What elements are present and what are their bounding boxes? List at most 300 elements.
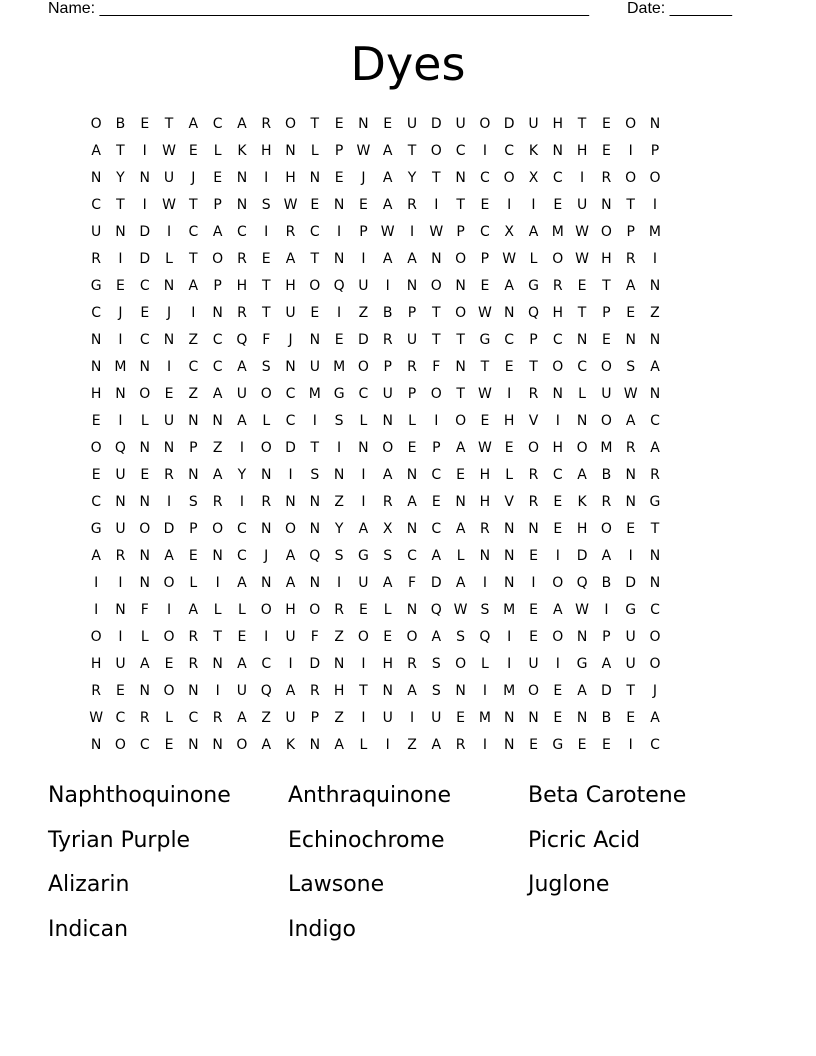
grid-letter: E xyxy=(91,467,101,483)
grid-letter: R xyxy=(455,737,466,753)
grid-letter: T xyxy=(577,116,587,132)
grid-letter: C xyxy=(650,413,660,429)
grid-letter: J xyxy=(118,305,123,321)
grid-letter: R xyxy=(528,467,539,483)
grid-letter: N xyxy=(309,521,321,537)
grid-letter: I xyxy=(264,170,269,186)
grid-letter: N xyxy=(260,467,272,483)
grid-letter: P xyxy=(189,521,198,537)
grid-letter: I xyxy=(507,656,512,672)
grid-letter: H xyxy=(576,521,588,537)
grid-letter: H xyxy=(285,602,296,618)
grid-letter: A xyxy=(382,251,393,267)
grid-letter: D xyxy=(163,521,175,537)
grid-letter: N xyxy=(406,521,418,537)
grid-letter: E xyxy=(310,305,320,321)
page-title: Dyes xyxy=(350,37,466,91)
grid-letter: E xyxy=(553,521,563,537)
grid-letter: W xyxy=(477,386,492,402)
grid-letter: I xyxy=(239,494,244,510)
grid-letter: G xyxy=(552,737,564,753)
grid-letter: N xyxy=(431,251,442,267)
grid-letter: E xyxy=(601,116,611,132)
grid-letter: A xyxy=(188,278,199,294)
grid-letter: D xyxy=(358,332,369,348)
grid-letter: C xyxy=(285,386,296,402)
grid-letter: N xyxy=(163,440,175,456)
grid-letter: S xyxy=(261,197,271,213)
grid-letter: B xyxy=(601,710,612,726)
grid-letter: C xyxy=(309,224,320,240)
grid-letter: N xyxy=(285,359,296,375)
grid-letter: G xyxy=(576,656,588,672)
grid-row xyxy=(84,327,667,354)
grid-letter: L xyxy=(262,413,271,429)
grid-letter: A xyxy=(285,683,296,699)
grid-letter: I xyxy=(239,440,244,456)
grid-letter: D xyxy=(139,251,151,267)
grid-letter: C xyxy=(139,278,150,294)
grid-letter: C xyxy=(139,737,150,753)
grid-letter: A xyxy=(382,197,393,213)
grid-letter: E xyxy=(553,683,563,699)
grid-letter: I xyxy=(191,305,196,321)
grid-letter: O xyxy=(114,737,126,753)
grid-letter: I xyxy=(142,143,147,159)
grid-letter: N xyxy=(163,278,175,294)
grid-letter: N xyxy=(90,170,102,186)
grid-letter: M xyxy=(114,359,127,375)
grid-letter: A xyxy=(650,359,660,375)
grid-letter: C xyxy=(91,197,102,213)
grid-letter: O xyxy=(90,440,102,456)
grid-letter: N xyxy=(212,305,223,321)
grid-letter: A xyxy=(212,224,223,240)
grid-letter: N xyxy=(503,548,515,564)
grid-letter: S xyxy=(383,548,393,564)
grid-letter: E xyxy=(626,521,636,537)
grid-letter: U xyxy=(309,359,320,375)
grid-letter: N xyxy=(188,413,199,429)
grid-letter: N xyxy=(625,467,636,483)
grid-letter: I xyxy=(482,143,487,159)
grid-letter: Z xyxy=(407,737,417,753)
grid-letter: N xyxy=(406,467,418,483)
grid-letter: O xyxy=(357,359,369,375)
grid-letter: O xyxy=(212,521,224,537)
grid-letter: I xyxy=(482,683,487,699)
grid-letter: O xyxy=(576,440,588,456)
grid-letter: N xyxy=(625,332,636,348)
grid-letter: I xyxy=(507,629,512,645)
grid-letter: I xyxy=(385,278,390,294)
grid-letter: A xyxy=(382,170,393,186)
grid-letter: C xyxy=(188,359,199,375)
grid-letter: W xyxy=(502,251,517,267)
grid-letter: U xyxy=(576,197,588,213)
grid-letter: W xyxy=(429,224,444,240)
grid-letter: T xyxy=(310,116,320,132)
grid-letter: B xyxy=(115,116,126,132)
grid-letter: O xyxy=(600,413,612,429)
grid-letter: R xyxy=(552,278,563,294)
grid-letter: L xyxy=(213,602,222,618)
grid-letter: U xyxy=(285,710,296,726)
grid-letter: N xyxy=(115,224,126,240)
grid-letter: E xyxy=(553,197,563,213)
grid-letter: C xyxy=(552,467,563,483)
grid-letter: O xyxy=(163,575,175,591)
grid-letter: A xyxy=(237,710,247,726)
grid-letter: T xyxy=(359,683,368,699)
grid-letter: L xyxy=(529,251,538,267)
grid-letter: I xyxy=(482,737,487,753)
grid-letter: N xyxy=(503,575,515,591)
grid-letter: I xyxy=(555,548,560,564)
grid-letter: I xyxy=(507,197,512,213)
grid-letter: R xyxy=(601,170,612,186)
grid-letter: I xyxy=(409,224,415,240)
grid-letter: O xyxy=(285,116,297,132)
grid-letter: C xyxy=(91,305,102,321)
grid-letter: I xyxy=(94,575,99,591)
grid-letter: P xyxy=(383,359,392,375)
grid-letter: E xyxy=(164,737,174,753)
grid-letter: A xyxy=(382,575,393,591)
grid-row xyxy=(84,192,667,219)
grid-letter: N xyxy=(115,386,126,402)
grid-row xyxy=(84,138,667,165)
grid-letter: N xyxy=(503,737,515,753)
grid-letter: Z xyxy=(334,629,344,645)
grid-letter: N xyxy=(163,332,175,348)
grid-letter: R xyxy=(261,116,272,132)
grid-letter: A xyxy=(91,143,101,159)
grid-letter: N xyxy=(528,710,539,726)
grid-letter: T xyxy=(310,440,320,456)
grid-letter: O xyxy=(625,116,637,132)
grid-letter: L xyxy=(140,413,149,429)
grid-letter: W xyxy=(162,143,176,159)
grid-letter: I xyxy=(531,197,536,213)
grid-letter: E xyxy=(213,170,223,186)
grid-letter: G xyxy=(528,278,539,294)
grid-letter: V xyxy=(504,494,514,510)
grid-letter: O xyxy=(503,170,515,186)
grid-letter: Q xyxy=(236,332,248,348)
grid-letter: Q xyxy=(309,548,321,564)
grid-letter: D xyxy=(600,683,612,699)
grid-letter: W xyxy=(356,143,371,159)
grid-letter: R xyxy=(237,251,247,267)
grid-letter: R xyxy=(382,494,393,510)
grid-letter: L xyxy=(505,467,514,483)
grid-letter: I xyxy=(628,737,633,753)
grid-letter: E xyxy=(310,197,320,213)
grid-letter: E xyxy=(383,629,393,645)
grid-letter: O xyxy=(552,251,564,267)
grid-letter: N xyxy=(212,737,223,753)
grid-letter: E xyxy=(601,737,611,753)
grid-letter: H xyxy=(479,494,491,510)
grid-letter: K xyxy=(577,494,587,510)
grid-letter: W xyxy=(283,197,298,213)
grid-letter: O xyxy=(90,629,102,645)
grid-letter: H xyxy=(285,170,296,186)
grid-letter: A xyxy=(334,737,344,753)
grid-letter: M xyxy=(648,224,662,240)
grid-letter: D xyxy=(430,575,442,591)
grid-letter: D xyxy=(503,116,515,132)
grid-letter: E xyxy=(480,413,490,429)
grid-letter: L xyxy=(359,413,368,429)
grid-letter: S xyxy=(431,683,441,699)
grid-letter: N xyxy=(455,359,466,375)
grid-letter: O xyxy=(552,575,564,591)
grid-letter: C xyxy=(407,548,417,564)
grid-letter: T xyxy=(650,521,660,537)
grid-row xyxy=(84,597,667,624)
grid-letter: I xyxy=(337,305,342,321)
grid-letter: U xyxy=(358,278,369,294)
grid-letter: P xyxy=(407,305,417,321)
grid-letter: E xyxy=(529,548,538,564)
grid-letter: E xyxy=(358,602,368,618)
grid-letter: W xyxy=(89,710,104,726)
grid-letter: E xyxy=(358,197,368,213)
grid-letter: R xyxy=(650,467,660,483)
grid-letter: O xyxy=(649,629,661,645)
grid-letter: A xyxy=(188,602,199,618)
grid-letter: N xyxy=(333,197,345,213)
grid-letter: I xyxy=(118,413,123,429)
grid-letter: X xyxy=(504,224,514,240)
grid-letter: A xyxy=(625,413,636,429)
grid-letter: Q xyxy=(260,683,272,699)
grid-letter: E xyxy=(456,710,466,726)
grid-letter: O xyxy=(600,521,612,537)
grid-letter: U xyxy=(406,116,418,132)
grid-letter: T xyxy=(407,143,417,159)
grid-letter: E xyxy=(334,116,344,132)
grid-letter: N xyxy=(649,386,661,402)
grid-letter: N xyxy=(188,737,199,753)
grid-letter: C xyxy=(504,332,515,348)
grid-letter: T xyxy=(432,305,441,321)
grid-letter: A xyxy=(212,386,223,402)
grid-letter: R xyxy=(237,305,247,321)
grid-letter: Z xyxy=(188,386,199,402)
grid-letter: Q xyxy=(576,575,588,591)
grid-row xyxy=(84,651,667,678)
grid-letter: C xyxy=(285,413,296,429)
grid-letter: A xyxy=(237,575,247,591)
word-list-item: Beta Carotene xyxy=(528,783,687,808)
grid-letter: O xyxy=(455,251,467,267)
grid-letter: Y xyxy=(407,170,417,186)
grid-letter: J xyxy=(652,683,658,699)
grid-letter: C xyxy=(552,332,563,348)
grid-letter: N xyxy=(552,386,564,402)
grid-letter: O xyxy=(455,305,467,321)
grid-letter: N xyxy=(309,494,321,510)
grid-letter: N xyxy=(309,332,321,348)
grid-letter: O xyxy=(455,656,467,672)
grid-letter: Q xyxy=(479,629,491,645)
grid-letter: C xyxy=(431,467,442,483)
grid-letter: N xyxy=(576,629,588,645)
grid-letter: A xyxy=(431,737,442,753)
grid-letter: C xyxy=(115,710,126,726)
grid-letter: N xyxy=(285,494,296,510)
grid-letter: O xyxy=(527,440,539,456)
grid-letter: H xyxy=(382,656,393,672)
grid-letter: P xyxy=(334,143,344,159)
grid-row xyxy=(84,273,667,300)
grid-letter: T xyxy=(189,251,198,267)
grid-letter: P xyxy=(213,197,222,213)
grid-letter: N xyxy=(503,710,515,726)
grid-letter: S xyxy=(334,548,344,564)
grid-letter: R xyxy=(407,359,417,375)
grid-letter: O xyxy=(309,278,321,294)
grid-letter: Y xyxy=(116,170,125,186)
grid-letter: E xyxy=(383,116,393,132)
word-list-item: Echinochrome xyxy=(288,827,445,853)
grid-letter: U xyxy=(236,386,248,402)
grid-letter: T xyxy=(432,332,441,348)
grid-letter: N xyxy=(649,548,661,564)
grid-letter: G xyxy=(90,278,102,294)
grid-letter: L xyxy=(238,602,246,618)
grid-letter: H xyxy=(552,116,564,132)
grid-letter: N xyxy=(333,656,345,672)
grid-letter: A xyxy=(407,251,417,267)
grid-row xyxy=(84,489,667,516)
grid-row xyxy=(84,570,667,597)
grid-letter: C xyxy=(480,170,490,186)
grid-letter: A xyxy=(285,548,296,564)
grid-letter: Y xyxy=(334,521,344,537)
grid-letter: I xyxy=(215,575,220,591)
grid-letter: I xyxy=(166,494,172,510)
grid-letter: L xyxy=(165,251,173,267)
grid-letter: Y xyxy=(237,467,247,483)
grid-letter: T xyxy=(116,143,125,159)
grid-letter: M xyxy=(503,602,516,618)
grid-letter: O xyxy=(260,602,272,618)
word-list-row xyxy=(48,915,768,960)
grid-letter: R xyxy=(334,602,344,618)
grid-letter: C xyxy=(358,386,369,402)
grid-letter: N xyxy=(503,521,515,537)
grid-letter: I xyxy=(555,656,560,672)
grid-letter: C xyxy=(431,521,442,537)
grid-letter: P xyxy=(213,278,222,294)
grid-letter: U xyxy=(115,467,126,483)
grid-letter: O xyxy=(455,413,467,429)
grid-letter: T xyxy=(310,251,320,267)
grid-letter: P xyxy=(480,251,490,267)
grid-letter: H xyxy=(90,386,102,402)
grid-letter: H xyxy=(552,305,564,321)
grid-letter: O xyxy=(163,683,175,699)
grid-letter: O xyxy=(90,116,102,132)
grid-letter: N xyxy=(90,737,102,753)
grid-letter: N xyxy=(139,575,150,591)
grid-letter: O xyxy=(625,170,637,186)
grid-letter: N xyxy=(576,413,588,429)
grid-letter: L xyxy=(189,575,198,591)
grid-letter: U xyxy=(625,656,636,672)
grid-letter: E xyxy=(626,710,636,726)
grid-letter: A xyxy=(188,116,199,132)
grid-letter: N xyxy=(382,683,393,699)
grid-letter: T xyxy=(480,359,490,375)
grid-letter: H xyxy=(333,683,345,699)
grid-letter: E xyxy=(91,413,101,429)
grid-letter: A xyxy=(91,548,101,564)
grid-letter: N xyxy=(212,548,223,564)
grid-row xyxy=(84,111,667,138)
grid-letter: N xyxy=(455,278,466,294)
grid-letter: T xyxy=(626,683,635,699)
grid-letter: E xyxy=(529,602,538,618)
grid-letter: E xyxy=(140,467,150,483)
grid-letter: N xyxy=(358,440,369,456)
name-field: Name: _______________________________________________________ xyxy=(48,0,589,17)
grid-letter: H xyxy=(479,467,491,483)
grid-row xyxy=(84,435,667,462)
grid-letter: O xyxy=(406,629,418,645)
grid-letter: T xyxy=(213,629,222,645)
grid-letter: A xyxy=(431,629,442,645)
grid-letter: Q xyxy=(114,440,126,456)
grid-letter: I xyxy=(166,359,172,375)
grid-letter: K xyxy=(237,143,247,159)
grid-letter: O xyxy=(527,683,539,699)
grid-letter: T xyxy=(577,305,587,321)
grid-letter: U xyxy=(163,170,175,186)
grid-letter: Z xyxy=(650,305,660,321)
grid-letter: O xyxy=(212,251,224,267)
grid-letter: O xyxy=(600,359,612,375)
grid-letter: I xyxy=(361,656,366,672)
grid-letter: O xyxy=(139,521,151,537)
grid-letter: E xyxy=(480,197,490,213)
grid-letter: T xyxy=(626,197,635,213)
grid-letter: C xyxy=(577,359,587,375)
grid-letter: A xyxy=(504,278,514,294)
grid-letter: N xyxy=(90,359,102,375)
grid-letter: R xyxy=(407,656,417,672)
grid-letter: E xyxy=(553,710,563,726)
grid-letter: I xyxy=(652,251,658,267)
grid-letter: A xyxy=(650,710,660,726)
grid-letter: I xyxy=(337,575,342,591)
grid-row xyxy=(84,678,667,705)
grid-letter: E xyxy=(334,170,344,186)
grid-letter: P xyxy=(359,224,368,240)
grid-letter: R xyxy=(285,224,296,240)
grid-letter: W xyxy=(380,224,395,240)
word-list-item: Tyrian Purple xyxy=(48,827,191,853)
grid-letter: H xyxy=(285,278,296,294)
grid-letter: I xyxy=(337,440,342,456)
word-list-item: Picric Acid xyxy=(528,827,641,853)
grid-letter: A xyxy=(237,359,247,375)
word-list-item: Indigo xyxy=(288,916,356,942)
